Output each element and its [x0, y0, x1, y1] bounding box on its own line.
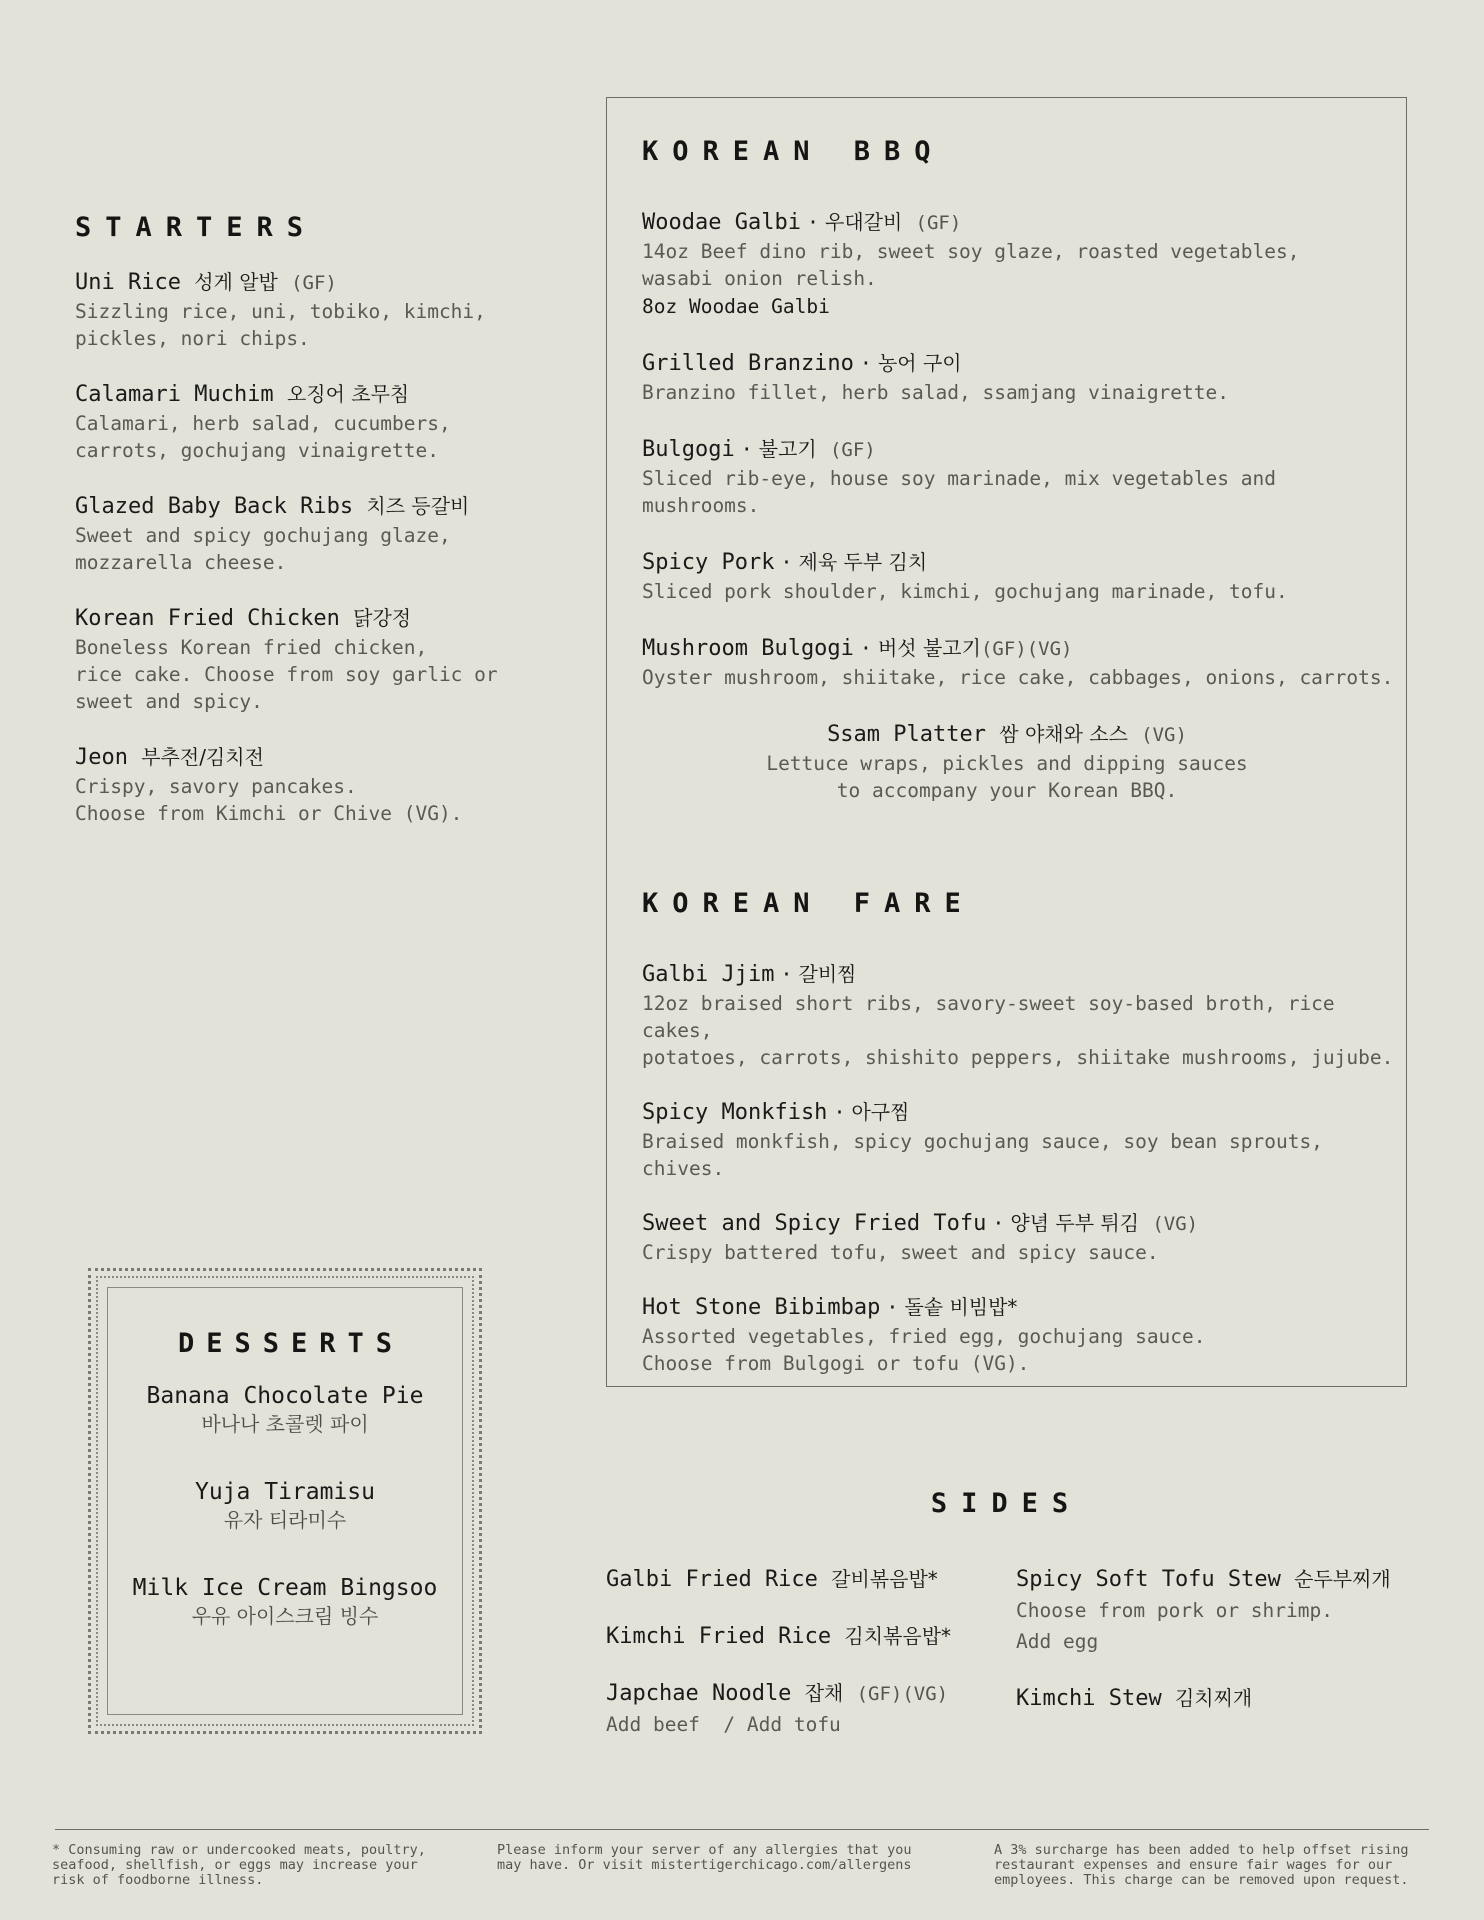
item-korean: 버섯 불고기 [877, 636, 981, 660]
korean-bbq-section [642, 136, 1402, 804]
separator-dot: · [806, 210, 819, 234]
menu-item [642, 348, 1402, 406]
item-description: Lettuce wraps, pickles and dipping sauces to accompany your Korean BBQ. [766, 752, 1248, 802]
item-option: 8oz Woodae Galbi [642, 295, 830, 318]
side-item [606, 1678, 986, 1740]
item-name: Galbi Fried Rice [606, 1567, 818, 1592]
menu-item [75, 379, 555, 464]
dessert-item [107, 1573, 463, 1629]
menu-item [642, 633, 1402, 691]
item-korean: 갈비찜 [798, 962, 857, 986]
footer-raw-food-notice: * Consuming raw or undercooked meats, poultry, seafood, shellfish, or eggs may increase your risk of foodborne illness. [52, 1842, 426, 1888]
item-korean: 닭강정 [353, 606, 412, 630]
item-korean: 아구찜 [851, 1100, 910, 1124]
menu-item [75, 742, 555, 827]
korean-fare-section [642, 888, 1402, 1403]
item-description: Add beef / Add tofu [606, 1713, 841, 1736]
separator-dot: · [992, 1211, 1005, 1235]
menu-item [642, 1292, 1402, 1377]
item-korean: 김치볶음밥* [844, 1624, 952, 1648]
item-description: Braised monkfish, spicy gochujang sauce, soy bean sprouts, chives. [642, 1130, 1323, 1180]
item-tag: (VG) [1152, 1213, 1199, 1235]
item-description: Sweet and spicy gochujang glaze, mozzarella cheese. [75, 524, 451, 574]
item-korean: 치즈 등갈비 [366, 494, 470, 518]
side-item [606, 1564, 986, 1595]
item-name: Kimchi Fried Rice [606, 1624, 832, 1649]
menu-item [642, 959, 1402, 1071]
footer-allergy-notice: Please inform your server of any allergies that you may have. Or visit mistertigerchicago.com/allergens [497, 1842, 912, 1873]
item-description: Choose from pork or shrimp. Add egg [1016, 1599, 1333, 1653]
dessert-name: Yuja Tiramisu [194, 1479, 375, 1505]
footer-divider [55, 1829, 1429, 1830]
item-tag: (GF) [915, 212, 962, 234]
item-korean: 김치찌개 [1174, 1686, 1253, 1710]
side-item [606, 1621, 986, 1652]
item-description: Oyster mushroom, shiitake, rice cake, cabbages, onions, carrots. [642, 666, 1394, 689]
starters-section [75, 212, 555, 854]
item-tag: (GF)(VG) [980, 638, 1073, 660]
item-name: Mushroom Bulgogi [642, 636, 854, 661]
menu-item [75, 267, 555, 352]
separator-dot: · [833, 1100, 846, 1124]
side-item [1016, 1683, 1416, 1714]
dessert-korean: 바나나 초콜렛 파이 [201, 1412, 369, 1436]
sides-section-header [606, 1488, 1407, 1519]
item-korean: 쌈 야채와 소스 [999, 722, 1128, 746]
dessert-item [107, 1381, 463, 1437]
fare-title: KOREAN FARE [642, 888, 975, 919]
item-name: Jeon [75, 745, 128, 770]
menu-item [642, 547, 1402, 605]
item-name: Korean Fried Chicken [75, 606, 340, 631]
desserts-section [107, 1328, 463, 1669]
item-name: Kimchi Stew [1016, 1686, 1162, 1711]
footer-surcharge-notice: A 3% surcharge has been added to help offset rising restaurant expenses and ensure fair wages for our employees. This charge can be removed upon request. [994, 1842, 1409, 1888]
item-name: Grilled Branzino [642, 351, 854, 376]
item-name: Spicy Soft Tofu Stew [1016, 1567, 1281, 1592]
item-description: Boneless Korean fried chicken, rice cake. Choose from soy garlic or sweet and spicy. [75, 636, 498, 713]
item-tag: (GF) [829, 439, 876, 461]
item-name: Woodae Galbi [642, 210, 801, 235]
item-description: Assorted vegetables, fried egg, gochujang sauce. Choose from Bulgogi or tofu (VG). [642, 1325, 1206, 1375]
item-name: Glazed Baby Back Ribs [75, 494, 354, 519]
separator-dot: · [859, 351, 872, 375]
item-korean: 제육 두부 김치 [798, 550, 928, 574]
bbq-title: KOREAN BBQ [642, 136, 945, 167]
separator-dot: · [859, 636, 872, 660]
item-korean: 불고기 [758, 437, 817, 461]
item-korean: 부추전/김치전 [141, 745, 264, 769]
item-name: Sweet and Spicy Fried Tofu [642, 1211, 987, 1236]
item-description: Branzino fillet, herb salad, ssamjang vinaigrette. [642, 381, 1229, 404]
sides-right-column [1016, 1564, 1416, 1740]
menu-item [642, 434, 1402, 519]
item-description: Crispy battered tofu, sweet and spicy sauce. [642, 1241, 1159, 1264]
dessert-korean: 우유 아이스크림 빙수 [191, 1604, 379, 1628]
separator-dot: · [886, 1295, 899, 1319]
separator-dot: · [780, 962, 793, 986]
item-tag: (VG) [1141, 724, 1187, 746]
item-korean: 우대갈비 [825, 210, 903, 234]
item-tag: (GF)(VG) [856, 1683, 949, 1705]
side-item [1016, 1564, 1416, 1657]
item-tag: (GF) [291, 272, 337, 294]
item-name: Hot Stone Bibimbap [642, 1295, 881, 1320]
item-name: Ssam Platter [827, 722, 987, 747]
item-description: Calamari, herb salad, cucumbers, carrots, gochujang vinaigrette. [75, 412, 451, 462]
item-name: Galbi Jjim [642, 962, 775, 987]
sides-title: SIDES [930, 1488, 1083, 1519]
dessert-korean: 유자 티라미수 [223, 1508, 347, 1532]
separator-dot: · [740, 437, 753, 461]
ssam-platter [642, 719, 1372, 804]
item-name: Spicy Monkfish [642, 1100, 828, 1125]
menu-item [642, 1208, 1402, 1266]
starters-title: STARTERS [75, 212, 318, 243]
item-description: Crispy, savory pancakes. Choose from Kimchi or Chive (VG). [75, 775, 463, 825]
menu-item [642, 1097, 1402, 1182]
item-name: Spicy Pork [642, 550, 775, 575]
item-korean: 돌솥 비빔밥* [904, 1295, 1018, 1319]
item-name: Japchae Noodle [606, 1681, 792, 1706]
item-korean: 성게 알밥 [194, 270, 278, 294]
menu-item [642, 207, 1402, 322]
dessert-name: Milk Ice Cream Bingsoo [132, 1575, 438, 1601]
item-description: Sliced rib-eye, house soy marinade, mix vegetables and mushrooms. [642, 467, 1276, 517]
item-korean: 순두부찌개 [1294, 1567, 1391, 1591]
menu-item [75, 491, 555, 576]
item-description: 14oz Beef dino rib, sweet soy glaze, roasted vegetables, wasabi onion relish. [642, 240, 1300, 290]
item-name: Bulgogi [642, 437, 735, 462]
item-description: Sizzling rice, uni, tobiko, kimchi, pickles, nori chips. [75, 300, 486, 350]
item-korean: 양념 두부 튀김 [1010, 1211, 1140, 1235]
dessert-name: Banana Chocolate Pie [146, 1383, 424, 1409]
item-description: 12oz braised short ribs, savory-sweet soy-based broth, rice cakes, potatoes, carrots, shishito peppers, shiitake mushrooms, jujube. [642, 992, 1394, 1069]
item-korean: 갈비볶음밥* [831, 1567, 938, 1591]
item-name: Calamari Muchim [75, 382, 274, 407]
item-korean: 잡채 [804, 1681, 844, 1705]
item-korean: 농어 구이 [877, 351, 962, 375]
menu-item [75, 603, 555, 715]
item-name: Uni Rice [75, 270, 181, 295]
separator-dot: · [780, 550, 793, 574]
dessert-item [107, 1477, 463, 1533]
item-korean: 오징어 초무침 [286, 382, 410, 406]
desserts-title: DESSERTS [177, 1328, 405, 1359]
sides-left-column [606, 1564, 986, 1766]
item-description: Sliced pork shoulder, kimchi, gochujang marinade, tofu. [642, 580, 1288, 603]
